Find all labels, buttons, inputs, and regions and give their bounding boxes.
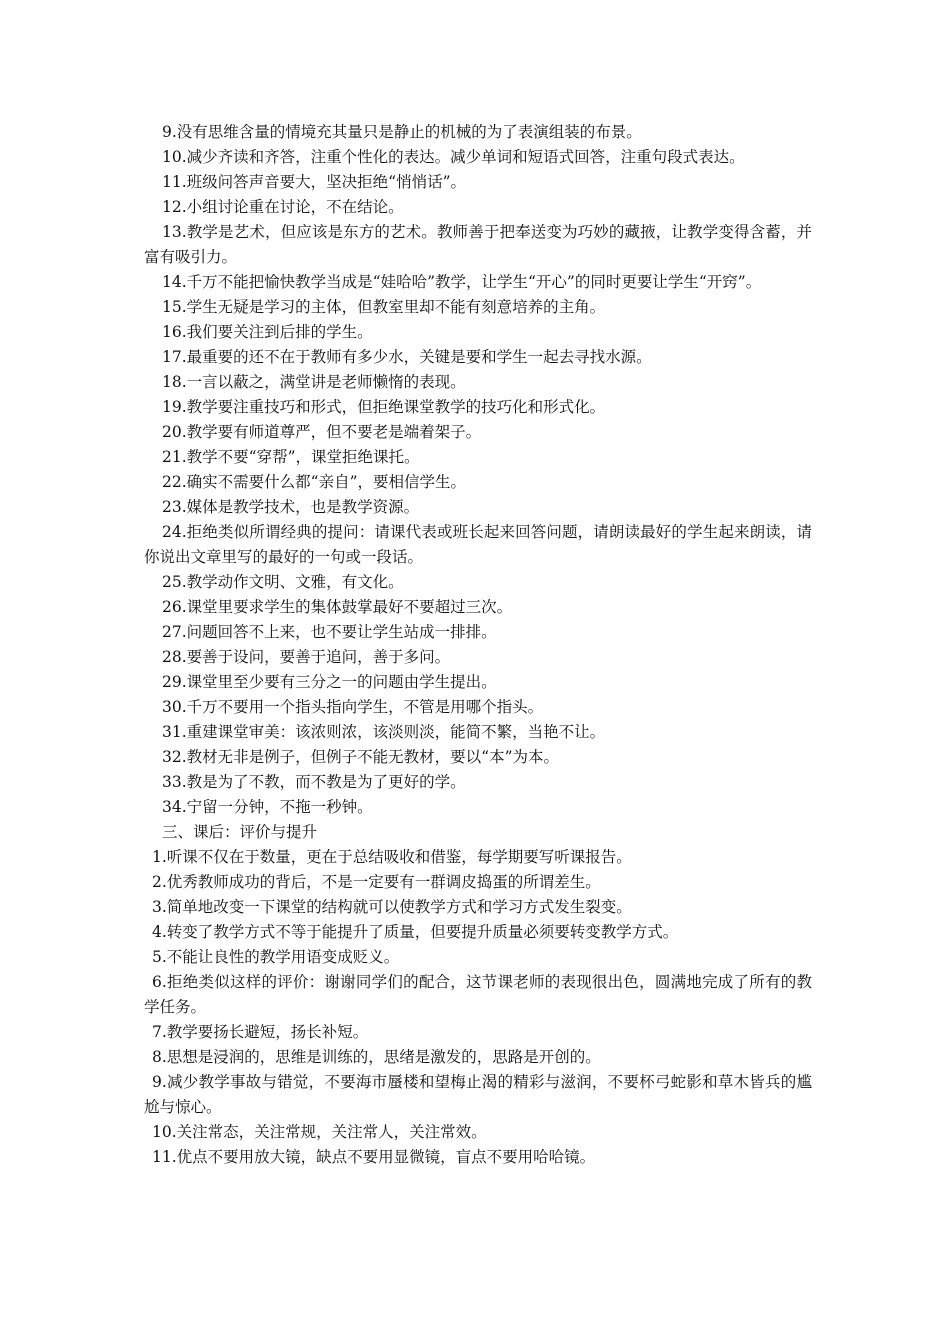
section-heading: 三、课后：评价与提升 bbox=[162, 823, 318, 841]
list-item: 8.思想是浸润的，思维是训练的，思绪是激发的，思路是开创的。 bbox=[152, 1048, 601, 1066]
list-item: 23.媒体是教学技术，也是教学资源。 bbox=[162, 498, 420, 516]
list-item: 30.千万不要用一个指头指向学生，不管是用哪个指头。 bbox=[162, 698, 544, 716]
list-item: 17.最重要的还不在于教师有多少水，关键是要和学生一起去寻找水源。 bbox=[162, 348, 652, 366]
list-item: 34.宁留一分钟，不拖一秒钟。 bbox=[162, 798, 373, 816]
list-item: 3.简单地改变一下课堂的结构就可以使教学方式和学习方式发生裂变。 bbox=[152, 898, 632, 916]
list-item: 27.问题回答不上来，也不要让学生站成一排排。 bbox=[162, 623, 497, 641]
list-item: 7.教学要扬长避短，扬长补短。 bbox=[152, 1023, 369, 1041]
list-item: 33.教是为了不教，而不教是为了更好的学。 bbox=[162, 773, 466, 791]
document-page bbox=[144, 120, 812, 1170]
list-item: 29.课堂里至少要有三分之一的问题由学生提出。 bbox=[162, 673, 497, 691]
list-item: 9.减少教学事故与错觉，不要海市蜃楼和望梅止渴的精彩与滋润，不要杯弓蛇影和草木皆兵的尴尬与惊心。 bbox=[144, 1073, 812, 1116]
list-item: 12.小组讨论重在讨论，不在结论。 bbox=[162, 198, 404, 216]
list-item: 13.教学是艺术，但应该是东方的艺术。教师善于把奉送变为巧妙的藏掖，让教学变得含蓄，并富有吸引力。 bbox=[144, 223, 812, 266]
list-item: 16.我们要关注到后排的学生。 bbox=[162, 323, 373, 341]
list-item: 10.减少齐读和齐答，注重个性化的表达。减少单词和短语式回答，注重句段式表达。 bbox=[162, 148, 745, 166]
list-item: 32.教材无非是例子，但例子不能无教材，要以“本”为本。 bbox=[162, 748, 560, 766]
list-item: 2.优秀教师成功的背后，不是一定要有一群调皮捣蛋的所谓差生。 bbox=[152, 873, 601, 891]
list-item: 5.不能让良性的教学用语变成贬义。 bbox=[152, 948, 400, 966]
list-item: 14.千万不能把愉快教学当成是“娃哈哈”教学，让学生“开心”的同时更要让学生“开窍”。 bbox=[162, 273, 762, 291]
list-item: 24.拒绝类似所谓经典的提问：请课代表或班长起来回答问题，请朗读最好的学生起来朗读，请你说出文章里写的最好的一句或一段话。 bbox=[144, 523, 812, 566]
list-item: 22.确实不需要什么都“亲自”，要相信学生。 bbox=[162, 473, 466, 491]
list-item: 18.一言以蔽之，满堂讲是老师懒惰的表现。 bbox=[162, 373, 466, 391]
list-item: 21.教学不要“穿帮”，课堂拒绝课托。 bbox=[162, 448, 420, 466]
list-item: 1.听课不仅在于数量，更在于总结吸收和借鉴，每学期要写听课报告。 bbox=[152, 848, 632, 866]
list-item: 19.教学要注重技巧和形式，但拒绝课堂教学的技巧化和形式化。 bbox=[162, 398, 606, 416]
list-item: 11.优点不要用放大镜，缺点不要用显微镜，盲点不要用哈哈镜。 bbox=[152, 1148, 596, 1166]
list-item: 25.教学动作文明、文雅，有文化。 bbox=[162, 573, 404, 591]
list-item: 4.转变了教学方式不等于能提升了质量，但要提升质量必须要转变教学方式。 bbox=[152, 923, 679, 941]
list-item: 6.拒绝类似这样的评价：谢谢同学们的配合，这节课老师的表现很出色，圆满地完成了所有的教学任务。 bbox=[144, 973, 812, 1016]
list-item: 10.关注常态，关注常规，关注常人，关注常效。 bbox=[152, 1123, 487, 1141]
list-item: 11.班级问答声音要大，坚决拒绝“悄悄话”。 bbox=[162, 173, 466, 191]
list-item: 28.要善于设问，要善于追问，善于多问。 bbox=[162, 648, 451, 666]
list-item: 31.重建课堂审美：该浓则浓，该淡则淡，能简不繁，当艳不让。 bbox=[162, 723, 606, 741]
list-item: 26.课堂里要求学生的集体鼓掌最好不要超过三次。 bbox=[162, 598, 513, 616]
list-item: 15.学生无疑是学习的主体，但教室里却不能有刻意培养的主角。 bbox=[162, 298, 606, 316]
list-item: 20.教学要有师道尊严，但不要老是端着架子。 bbox=[162, 423, 482, 441]
list-item: 9.没有思维含量的情境充其量只是静止的机械的为了表演组装的布景。 bbox=[162, 123, 642, 141]
